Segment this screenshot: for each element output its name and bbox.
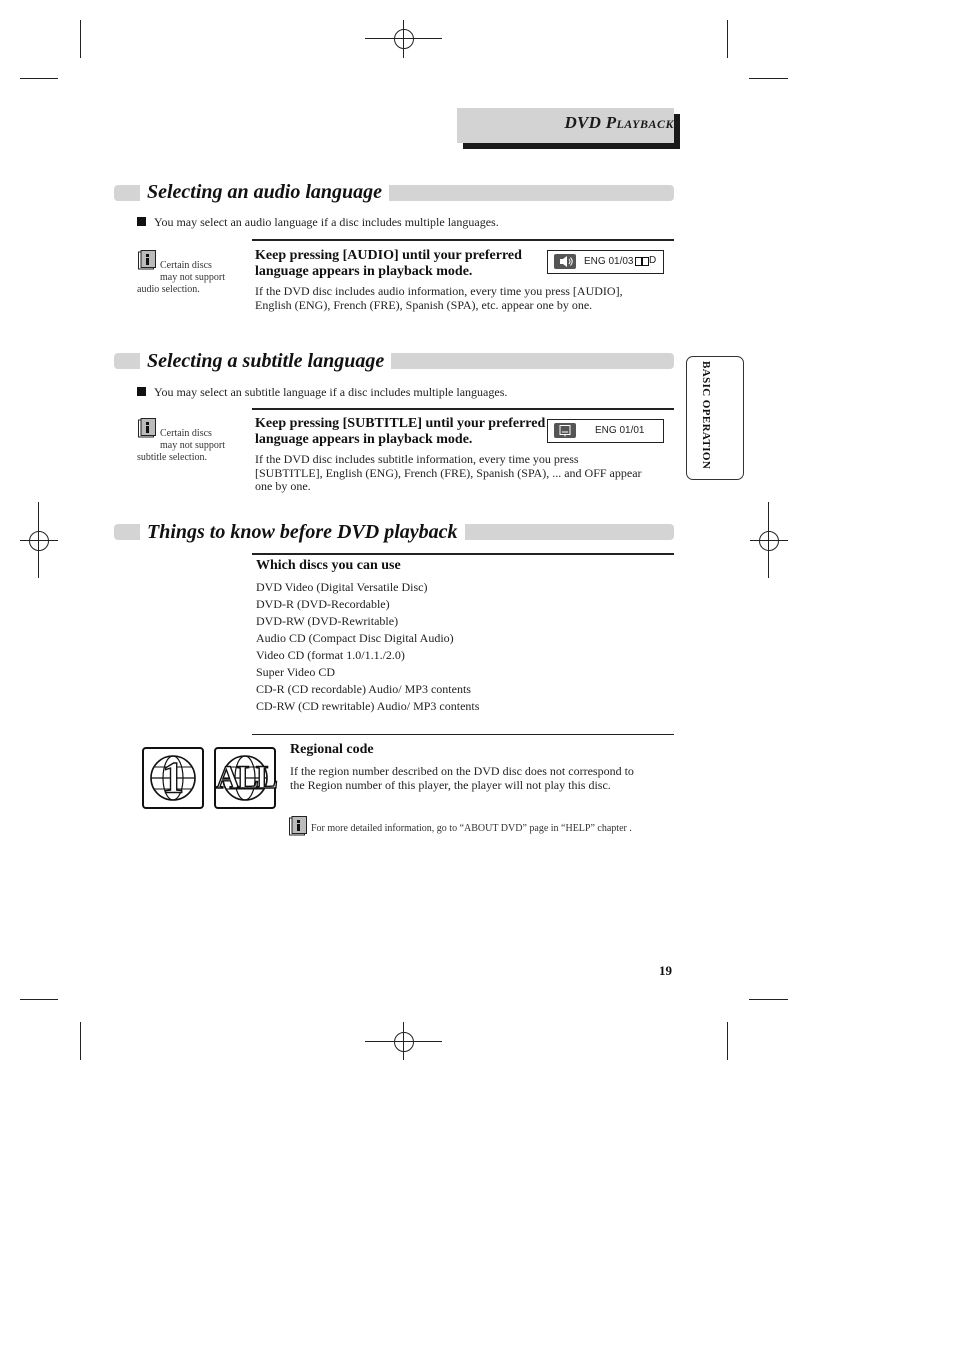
registration-mark [394,29,414,49]
header-shadow [463,143,680,149]
list-item: Super Video CD [256,665,336,679]
audio-osd-suffix: D [649,255,657,266]
subtitle-note-line2: may not support [160,440,225,451]
list-item: Video CD (format 1.0/1.1./2.0) [256,648,405,662]
crop-mark [20,78,58,79]
audio-step [255,248,522,280]
subtitle-step [255,416,545,448]
subtitle-description [255,453,642,494]
audio-step-line2: language appears in playback mode. [255,264,473,279]
subtitle-note-line1: Certain discs [160,428,212,439]
bullet-square [137,217,146,226]
subtitle-osd [547,419,664,443]
help-note: For more detailed information, go to “ABOUT DVD” page in “HELP” chapter . [311,823,632,834]
dolby-icon [635,257,642,266]
list-item: CD-RW (CD rewritable) Audio/ MP3 contents [256,699,480,713]
audio-intro-text: You may select an audio language if a disc includes multiple languages. [154,215,499,229]
header-title-smallcaps: LAYBACK [616,117,674,131]
audio-step-line1: Keep pressing [AUDIO] until your preferred [255,248,522,263]
list-item: DVD Video (Digital Versatile Disc) [256,580,428,594]
side-tab-label: BASIC OPERATION [700,361,712,470]
crop-mark [749,999,788,1000]
subtitle-osd-text: ENG 01/01 [595,425,645,436]
crop-mark [20,999,58,1000]
audio-note-line2: may not support [160,272,225,283]
subtitle-step-line2: language appears in playback mode. [255,432,473,447]
subtitle-note [137,428,225,464]
subtitle-note-line3: subtitle selection. [137,452,207,463]
region-all-label: ALL [216,760,275,796]
region-desc-line2: the Region number of this player, the player will not play this disc. [290,777,611,792]
audio-osd-text: ENG 01/03 [584,256,634,267]
subtitle-desc-line1: If the DVD disc includes subtitle information, every time you press [255,452,579,466]
region-1-label: 1 [162,753,184,802]
subtitle-desc-line2: [SUBTITLE], English (ENG), French (FRE), Spanish (SPA), ... and OFF appear [255,465,642,480]
crop-mark [727,1022,728,1060]
subtitle-intro-text: You may select an subtitle language if a disc includes multiple languages. [154,385,508,399]
audio-note-line1: Certain discs [160,260,212,271]
subtitle-desc-line3: one by one. [255,479,311,493]
registration-mark [394,1032,414,1052]
section-title-things: Things to know before DVD playback [140,520,465,544]
section-title-audio: Selecting an audio language [140,180,389,204]
speaker-icon [554,254,576,269]
section-title-subtitle: Selecting a subtitle language [140,349,391,373]
registration-mark [29,531,49,551]
crop-mark [80,20,81,58]
region-heading: Regional code [290,742,374,757]
audio-osd [547,250,664,274]
crop-mark [80,1022,81,1060]
region-desc-line1: If the region number described on the DVD disc does not correspond to [290,764,634,778]
page-header-title [564,113,674,133]
crop-mark [749,78,788,79]
dolby-icon [642,257,649,266]
side-tab [686,356,744,480]
divider [252,239,674,241]
region-all-icon [214,747,276,809]
audio-desc-line2: English (ENG), French (FRE), Spanish (SPA), etc. appear one by one. [255,297,593,312]
audio-description [255,285,623,312]
note-icon [289,816,307,836]
region-1-icon [142,747,204,809]
disc-list [256,579,479,715]
subtitle-icon-glyph [554,423,576,438]
subtitle-step-line1: Keep pressing [SUBTITLE] until your preferred [255,416,546,431]
divider [252,553,674,555]
audio-intro [137,215,499,230]
registration-mark [759,531,779,551]
bullet-square [137,387,146,396]
header-title-main: DVD P [564,113,617,132]
list-item: Audio CD (Compact Disc Digital Audio) [256,631,454,645]
list-item: CD-R (CD recordable) Audio/ MP3 contents [256,682,471,696]
subtitle-intro [137,385,507,400]
list-item: DVD-RW (DVD-Rewritable) [256,614,399,628]
discs-heading: Which discs you can use [256,558,401,573]
divider [252,734,674,735]
subtitle-icon [554,423,576,438]
page-number: 19 [659,963,672,978]
speaker-icon-glyph [554,254,576,269]
divider [252,408,674,410]
audio-note [137,260,225,296]
crop-mark [727,20,728,58]
audio-note-line3: audio selection. [137,284,200,295]
region-description [290,765,634,792]
audio-desc-line1: If the DVD disc includes audio information, every time you press [AUDIO], [255,284,623,298]
list-item: DVD-R (DVD-Recordable) [256,597,390,611]
